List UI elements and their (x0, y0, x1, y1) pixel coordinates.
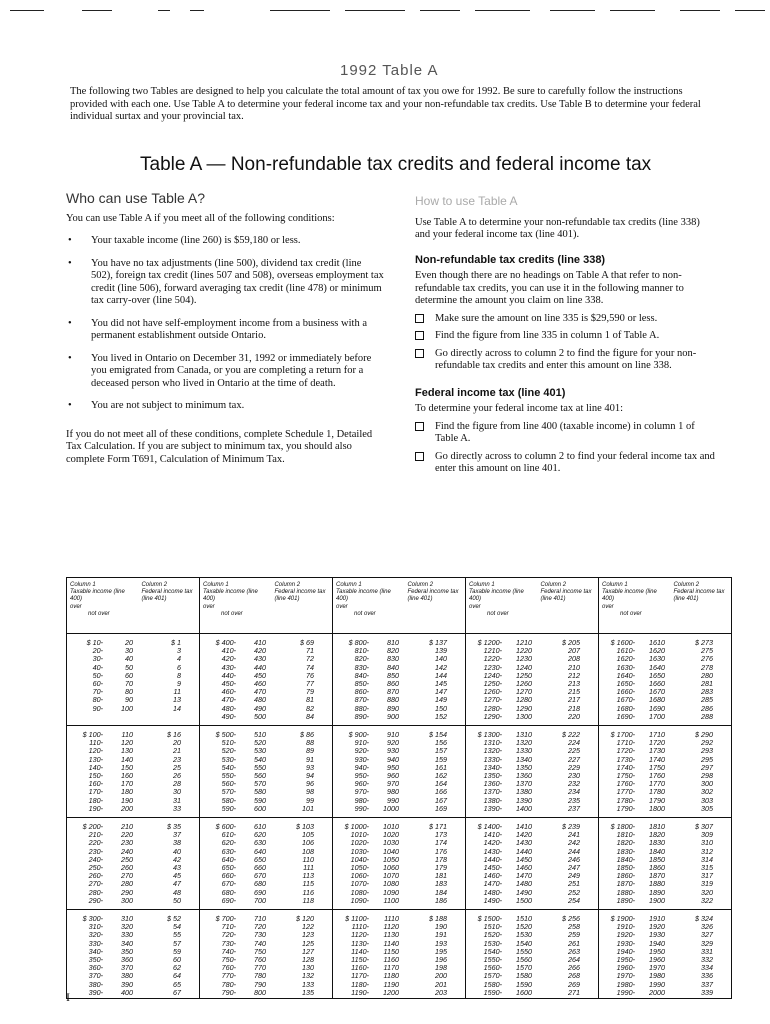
income-over-values: $ 1000- 1010- 1020- 1030- 1040- 1050- 1060- 1070- 1080- 1090- (344, 822, 369, 905)
income-over-values: $ 1800- 1810- 1820- 1830- 1840- 1850- 1860- 1870- 1880- 1890- (610, 822, 635, 905)
income-not-over-values: 410 420 430 440 450 460 470 480 490 500 (254, 638, 266, 721)
income-not-over-values: 610 620 630 640 650 660 670 680 690 700 (254, 822, 266, 905)
table-block (200, 726, 332, 818)
table-header: Column 1 Taxable income (line 400) over not over Column 2 Federal income tax (line 401) (67, 578, 199, 634)
page-mark: I (66, 990, 70, 1004)
checkbox-icon (415, 422, 424, 431)
table-block (466, 818, 598, 910)
table-header: Column 1 Taxable income (line 400) over not over Column 2 Federal income tax (line 401) (599, 578, 731, 634)
income-not-over-values: 1310 1320 1330 1340 1350 1360 1370 1380 1390 1400 (516, 730, 532, 813)
eligibility-lead: You can use Table A if you meet all of the following conditions: (66, 212, 335, 224)
income-over-values: $ 300- 310- 320- 330- 340- 350- 360- 370- 380- 390- (82, 914, 103, 997)
federal-tax-values: $ 137 139 140 142 144 145 147 149 150 152 (429, 638, 447, 721)
eligibility-closing: If you do not meet all of these conditions, complete Schedule 1, Detailed Tax Calculation. If you are subject to minimum tax, you should also complete Form T691, Calculation of Minimum Tax. (66, 428, 373, 465)
income-over-values: $ 1500- 1510- 1520- 1530- 1540- 1550- 1560- 1570- 1580- 1590- (477, 914, 502, 997)
income-not-over-values: 210 220 230 240 250 260 270 280 290 300 (121, 822, 133, 905)
table-block (67, 634, 199, 726)
table-block (333, 726, 465, 818)
condition-item: • You have no tax adjustments (line 500), dividend tax credit (line 502), foreign tax credit (lines 507 and 508), overseas employment tax credit (line 506), forward averaging tax credit (line 478) or minimum tax carry-over (line 504). (68, 257, 384, 306)
tax-table (66, 577, 732, 999)
checkbox-icon (415, 331, 424, 340)
tax-step: Find the figure from line 400 (taxable income) in column 1 of Table A. (415, 421, 715, 446)
federal-tax-values: $ 86 88 89 91 93 94 96 98 99 101 (300, 730, 314, 813)
table-block (67, 818, 199, 910)
table-block (67, 910, 199, 1001)
table-column (333, 578, 466, 998)
federal-tax-values: $ 222 224 225 227 229 230 232 234 235 237 (562, 730, 580, 813)
income-over-values: $ 400- 410- 420- 430- 440- 450- 460- 470- 480- 490- (215, 638, 236, 721)
federal-tax-values: $ 171 173 174 176 178 179 181 183 184 186 (429, 822, 447, 905)
table-block (599, 818, 731, 910)
federal-tax-values: $ 188 190 191 193 195 196 198 200 201 203 (429, 914, 447, 997)
income-not-over-values: 20 30 40 50 60 70 80 90 100 (121, 638, 133, 713)
tax-subheading: Federal income tax (line 401) (415, 386, 566, 399)
page-title: Table A — Non-refundable tax credits and federal income tax (140, 154, 652, 175)
income-not-over-values: 1210 1220 1230 1240 1250 1260 1270 1280 1290 1300 (516, 638, 532, 721)
federal-tax-values: $ 16 20 21 23 25 26 28 30 31 33 (167, 730, 181, 813)
income-not-over-values: 710 720 730 740 750 760 770 780 790 800 (254, 914, 266, 997)
table-column (200, 578, 333, 998)
condition-item: • You did not have self-employment income from a business with a permanent establishment outside Ontario. (68, 317, 367, 341)
federal-tax-values: $ 103 105 106 108 110 111 113 115 116 118 (296, 822, 314, 905)
income-over-values: $ 10- 20- 30- 40- 50- 60- 70- 80- 90- (86, 638, 103, 713)
credits-step: Go directly across to column 2 to find the figure for your non-refundable tax credits and enter this amount on line 338. (415, 348, 715, 373)
instructions-heading: How to use Table A (415, 194, 518, 208)
condition-item: • You lived in Ontario on December 31, 1992 or immediately before you emigrated from Canada, or you are completing a return for a deceased person who lived in Ontario at the time of death. (68, 352, 372, 389)
table-header: Column 1 Taxable income (line 400) over not over Column 2 Federal income tax (line 401) (200, 578, 332, 634)
checkbox-icon (415, 314, 424, 323)
income-not-over-values: 310 320 330 340 350 360 370 380 390 400 (121, 914, 133, 997)
income-not-over-values: 1110 1120 1130 1140 1150 1160 1170 1180 1190 1200 (383, 914, 399, 997)
income-not-over-values: 1810 1820 1830 1840 1850 1860 1870 1880 1890 1900 (649, 822, 665, 905)
income-over-values: $ 800- 810- 820- 830- 840- 850- 860- 870- 880- 890- (348, 638, 369, 721)
instructions-lead: Use Table A to determine your non-refundable tax credits (line 338) and your federal income tax (line 401). (415, 216, 700, 240)
income-over-values: $ 1600- 1610- 1620- 1630- 1640- 1650- 1660- 1670- 1680- 1690- (610, 638, 635, 721)
income-not-over-values: 1710 1720 1730 1740 1750 1760 1770 1780 1790 1800 (649, 730, 665, 813)
income-not-over-values: 110 120 130 140 150 160 170 180 190 200 (121, 730, 133, 813)
federal-tax-values: $ 35 37 38 40 42 43 45 47 48 50 (167, 822, 181, 905)
income-over-values: $ 900- 910- 920- 930- 940- 950- 960- 970- 980- 990- (348, 730, 369, 813)
income-over-values: $ 1900- 1910- 1920- 1930- 1940- 1950- 1960- 1970- 1980- 1990- (610, 914, 635, 997)
condition-item: • You are not subject to minimum tax. (68, 400, 245, 411)
income-not-over-values: 1410 1420 1430 1440 1450 1460 1470 1480 1490 1500 (516, 822, 532, 905)
income-not-over-values: 1010 1020 1030 1040 1050 1060 1070 1080 1090 1100 (383, 822, 399, 905)
federal-tax-values: $ 1 3 4 6 8 9 11 13 14 (171, 638, 181, 713)
checkbox-icon (415, 452, 424, 461)
credits-subheading: Non-refundable tax credits (line 338) (415, 253, 606, 266)
income-over-values: $ 1100- 1110- 1120- 1130- 1140- 1150- 1160- 1170- 1180- 1190- (345, 914, 369, 997)
federal-tax-values: $ 239 241 242 244 246 247 249 251 252 254 (562, 822, 580, 905)
federal-tax-values: $ 256 258 259 261 263 264 266 268 269 271 (562, 914, 580, 997)
top-scan-marks (0, 10, 770, 12)
income-not-over-values: 1510 1520 1530 1540 1550 1560 1570 1580 1590 1600 (516, 914, 532, 997)
federal-tax-values: $ 120 122 123 125 127 128 130 132 133 135 (296, 914, 314, 997)
federal-tax-values: $ 324 326 327 329 331 332 334 336 337 339 (695, 914, 713, 997)
table-block (599, 910, 731, 1001)
income-not-over-values: 1910 1920 1930 1940 1950 1960 1970 1980 1990 2000 (649, 914, 665, 997)
table-block (200, 818, 332, 910)
income-over-values: $ 200- 210- 220- 230- 240- 250- 260- 270- 280- 290- (82, 822, 103, 905)
table-block (333, 634, 465, 726)
credits-step: Make sure the amount on line 335 is $29,590 or less. (415, 313, 715, 326)
table-column (67, 578, 200, 998)
income-not-over-values: 910 920 930 940 950 960 970 980 990 1000 (383, 730, 399, 813)
credits-text: Even though there are no headings on Table A that refer to non-refundable tax credits, you can use it in the following manner to determine the amount you claim on line 338. (415, 270, 684, 306)
federal-tax-values: $ 69 71 72 74 76 77 79 81 82 84 (300, 638, 314, 721)
instructions-section (415, 195, 715, 476)
federal-tax-values: $ 273 275 276 278 280 281 283 285 286 288 (695, 638, 713, 721)
federal-tax-values: $ 205 207 208 210 212 213 215 217 218 220 (562, 638, 580, 721)
eligibility-section (66, 192, 384, 466)
table-header: Column 1 Taxable income (line 400) over not over Column 2 Federal income tax (line 401) (333, 578, 465, 634)
condition-item: • Your taxable income (line 260) is $59,180 or less. (68, 235, 301, 246)
table-block (466, 910, 598, 1001)
tax-step: Go directly across to column 2 to find your federal income tax and enter this amount on line 401. (415, 451, 715, 476)
table-column (599, 578, 731, 998)
federal-tax-values: $ 290 292 293 295 297 298 300 302 303 305 (695, 730, 713, 813)
income-over-values: $ 600- 610- 620- 630- 640- 650- 660- 670- 680- 690- (215, 822, 236, 905)
income-over-values: $ 1300- 1310- 1320- 1330- 1340- 1350- 1360- 1370- 1380- 1390- (477, 730, 502, 813)
table-block (67, 726, 199, 818)
eligibility-heading: Who can use Table A? (66, 190, 206, 206)
income-over-values: $ 100- 110- 120- 130- 140- 150- 160- 170- 180- 190- (82, 730, 103, 813)
income-not-over-values: 1610 1620 1630 1640 1650 1660 1670 1680 1690 1700 (649, 638, 665, 721)
income-over-values: $ 500- 510- 520- 530- 540- 550- 560- 570- 580- 590- (215, 730, 236, 813)
table-block (200, 910, 332, 1001)
income-not-over-values: 810 820 830 840 850 860 870 880 890 900 (387, 638, 399, 721)
tax-text: To determine your federal income tax at line 401: (415, 403, 624, 414)
table-block (333, 818, 465, 910)
income-over-values: $ 1400- 1410- 1420- 1430- 1440- 1450- 1460- 1470- 1480- 1490- (477, 822, 502, 905)
federal-tax-values: $ 154 156 157 159 161 162 164 166 167 169 (429, 730, 447, 813)
table-block (466, 726, 598, 818)
checkbox-icon (415, 349, 424, 358)
table-block (333, 910, 465, 1001)
federal-tax-values: $ 307 309 310 312 314 315 317 319 320 322 (695, 822, 713, 905)
table-block (599, 634, 731, 726)
table-block (200, 634, 332, 726)
table-header: Column 1 Taxable income (line 400) over not over Column 2 Federal income tax (line 401) (466, 578, 598, 634)
income-over-values: $ 1200- 1210- 1220- 1230- 1240- 1250- 1260- 1270- 1280- 1290- (477, 638, 502, 721)
table-block (466, 634, 598, 726)
income-not-over-values: 510 520 530 540 550 560 570 580 590 600 (254, 730, 266, 813)
income-over-values: $ 700- 710- 720- 730- 740- 750- 760- 770- 780- 790- (215, 914, 236, 997)
federal-tax-values: $ 52 54 55 57 59 60 62 64 65 67 (167, 914, 181, 997)
credits-step: Find the figure from line 335 in column 1 of Table A. (415, 330, 715, 343)
table-block (599, 726, 731, 818)
table-column (466, 578, 599, 998)
intro-paragraph: The following two Tables are designed to help you calculate the total amount of tax you owe for 1992. Be sure to carefully follow the instructions provided with each one. Use Table A to determine your federal income tax and your non-refundable tax credits. Use Table B to determine your federal individual surtax and your provincial tax. (70, 86, 701, 122)
income-over-values: $ 1700- 1710- 1720- 1730- 1740- 1750- 1760- 1770- 1780- 1790- (610, 730, 635, 813)
year-heading: 1992 Table A (340, 62, 439, 79)
